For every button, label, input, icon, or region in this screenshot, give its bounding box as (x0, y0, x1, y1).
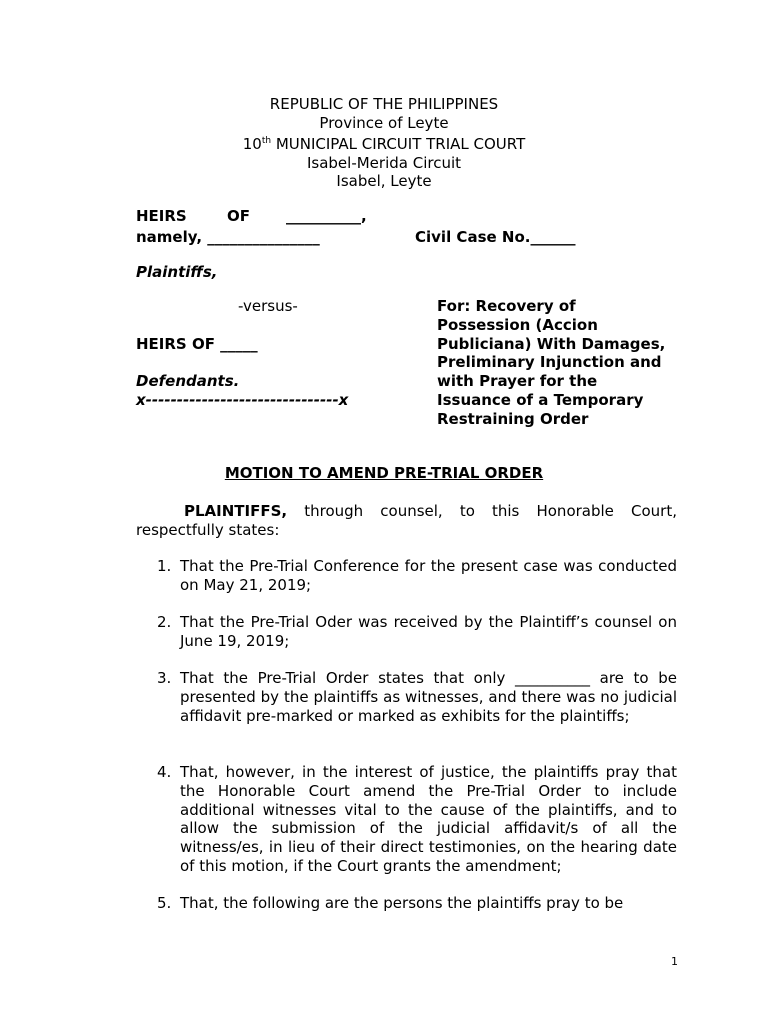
item-number: 1. (157, 557, 172, 575)
caption-plaintiffs: Plaintiffs, (136, 263, 218, 281)
court-header (0, 95, 768, 191)
item-number: 2. (157, 613, 172, 631)
caption-heirs-blank: __________, (286, 207, 367, 225)
intro-text: through counsel, to this Honorable Court, respectfully states: (136, 502, 677, 539)
nature-line: Publiciana) With Damages, (437, 334, 666, 353)
item-text: That the Pre-Trial Order states that only __________ are to be presented by the plaintiffs as witnesses, and there was no judicial affidavit pre-marked or marked as exhibits for the plaintiffs; (180, 669, 677, 725)
header-province: Province of Leyte (319, 113, 449, 132)
caption-of-word: OF (227, 207, 250, 225)
caption-namely: namely, _______________ (136, 228, 320, 246)
header-location: Isabel, Leyte (336, 172, 432, 191)
header-circuit: Isabel-Merida Circuit (306, 153, 462, 172)
caption-heirs-word: HEIRS (136, 207, 187, 225)
item-text: That the Pre-Trial Oder was received by the Plaintiff’s counsel on June 19, 2019; (180, 613, 677, 650)
item-text: That the Pre-Trial Conference for the present case was conducted on May 21, 2019; (180, 557, 677, 594)
caption-versus: -versus- (238, 297, 298, 315)
intro-lead: PLAINTIFFS, (184, 502, 288, 520)
page-number: 1 (671, 955, 678, 968)
caption-nature-of-action (437, 297, 665, 429)
item-text: That, the following are the persons the plaintiffs pray to be (180, 894, 624, 912)
header-court: 10th MUNICIPAL CIRCUIT TRIAL COURT (242, 135, 526, 154)
nature-line: Restraining Order (437, 409, 589, 428)
caption-heirs-defendant: HEIRS OF _____ (136, 335, 258, 353)
header-republic: REPUBLIC OF THE PHILIPPINES (269, 95, 499, 113)
nature-line: with Prayer for the (437, 372, 598, 391)
nature-line: Possession (Accion (437, 315, 598, 334)
caption-civil-case-no: Civil Case No.______ (415, 228, 576, 246)
intro-paragraph (136, 502, 677, 539)
motion-title: MOTION TO AMEND PRE-TRIAL ORDER (224, 464, 544, 482)
caption-separator: x-------------------------------x (136, 391, 349, 409)
item-number: 4. (157, 763, 172, 781)
nature-line: For: Recovery of (437, 297, 576, 315)
item-number: 5. (157, 894, 172, 912)
item-number: 3. (157, 669, 172, 687)
nature-line: Preliminary Injunction and (437, 353, 662, 372)
caption-defendants: Defendants. (136, 372, 240, 390)
nature-line: Issuance of a Temporary (437, 390, 644, 409)
item-text: That, however, in the interest of justice, the plaintiffs pray that the Honorable Court amend the Pre-Trial Order to include additional witnesses vital to the cause of the plaintiffs, and to allow the submission of the judicial affidavit/s of all the witness/es, in lieu of their direct testimonies, on the hearing date of this motion, if the Court grants the amendment; (180, 763, 677, 875)
